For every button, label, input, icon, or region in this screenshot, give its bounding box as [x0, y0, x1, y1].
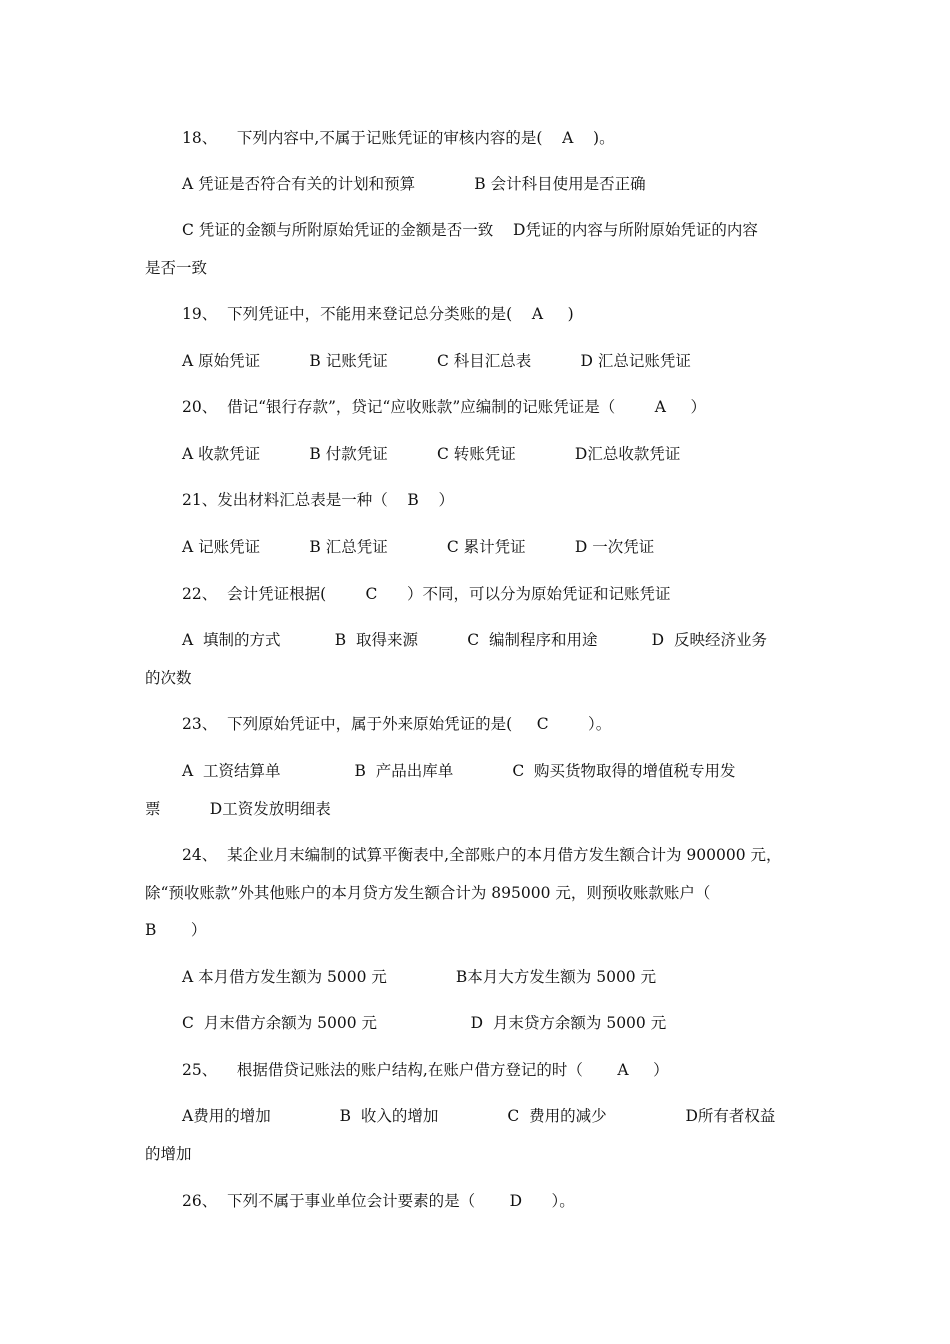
q26-stem: 26、 下列不属于事业单位会计要素的是（ D ）。 [182, 1192, 575, 1210]
q19-stem: 19、 下列凭证中，不能用来登记总分类账的是( A ) [182, 305, 574, 323]
q24-answer: B ） [145, 921, 207, 939]
q24-stem-cont: 除“预收账款”外其他账户的本月贷方发生额合计为 895000 元，则预收账款账户（ [145, 884, 711, 902]
q18-stem: 18、 下列内容中,不属于记账凭证的审核内容的是( A )。 [182, 129, 615, 147]
q18-options-ab: A 凭证是否符合有关的计划和预算 B 会计科目使用是否正确 [182, 175, 646, 193]
q24-stem: 24、 某企业月末编制的试算平衡表中,全部账户的本月借方发生额合计为 900000 元， [182, 846, 782, 864]
q18-options-cd-cont: 是否一致 [145, 259, 208, 277]
q19-options: A 原始凭证 B 记账凭证 C 科目汇总表 D 汇总记账凭证 [182, 352, 691, 370]
q23-options-cont: 票 D工资发放明细表 [145, 800, 331, 818]
q22-options-cont: 的次数 [145, 669, 192, 687]
q22-stem: 22、 会计凭证根据( C ）不同，可以分为原始凭证和记账凭证 [182, 585, 671, 603]
q21-stem: 21、发出材料汇总表是一种（ B ） [182, 491, 455, 509]
q23-options: A 工资结算单 B 产品出库单 C 购买货物取得的增值税专用发 [182, 762, 736, 780]
q20-stem: 20、 借记“银行存款”，贷记“应收账款”应编制的记账凭证是（ A ） [182, 398, 707, 416]
q24-options-cd: C 月末借方余额为 5000 元 D 月末贷方余额为 5000 元 [182, 1014, 667, 1032]
q21-options: A 记账凭证 B 汇总凭证 C 累计凭证 D 一次凭证 [182, 538, 655, 556]
q24-options-ab: A 本月借方发生额为 5000 元 B本月大方发生额为 5000 元 [182, 968, 657, 986]
q23-stem: 23、 下列原始凭证中，属于外来原始凭证的是( C ）。 [182, 715, 612, 733]
q18-options-cd: C 凭证的金额与所附原始凭证的金额是否一致 D凭证的内容与所附原始凭证的内容 [182, 221, 758, 239]
q25-options-cont: 的增加 [145, 1145, 192, 1163]
q25-stem: 25、 根据借贷记账法的账户结构,在账户借方登记的时（ A ） [182, 1061, 669, 1079]
q22-options: A 填制的方式 B 取得来源 C 编制程序和用途 D 反映经济业务 [182, 631, 767, 649]
q25-options: A费用的增加 B 收入的增加 C 费用的减少 D所有者权益 [182, 1107, 776, 1125]
q20-options: A 收款凭证 B 付款凭证 C 转账凭证 D汇总收款凭证 [182, 445, 681, 463]
